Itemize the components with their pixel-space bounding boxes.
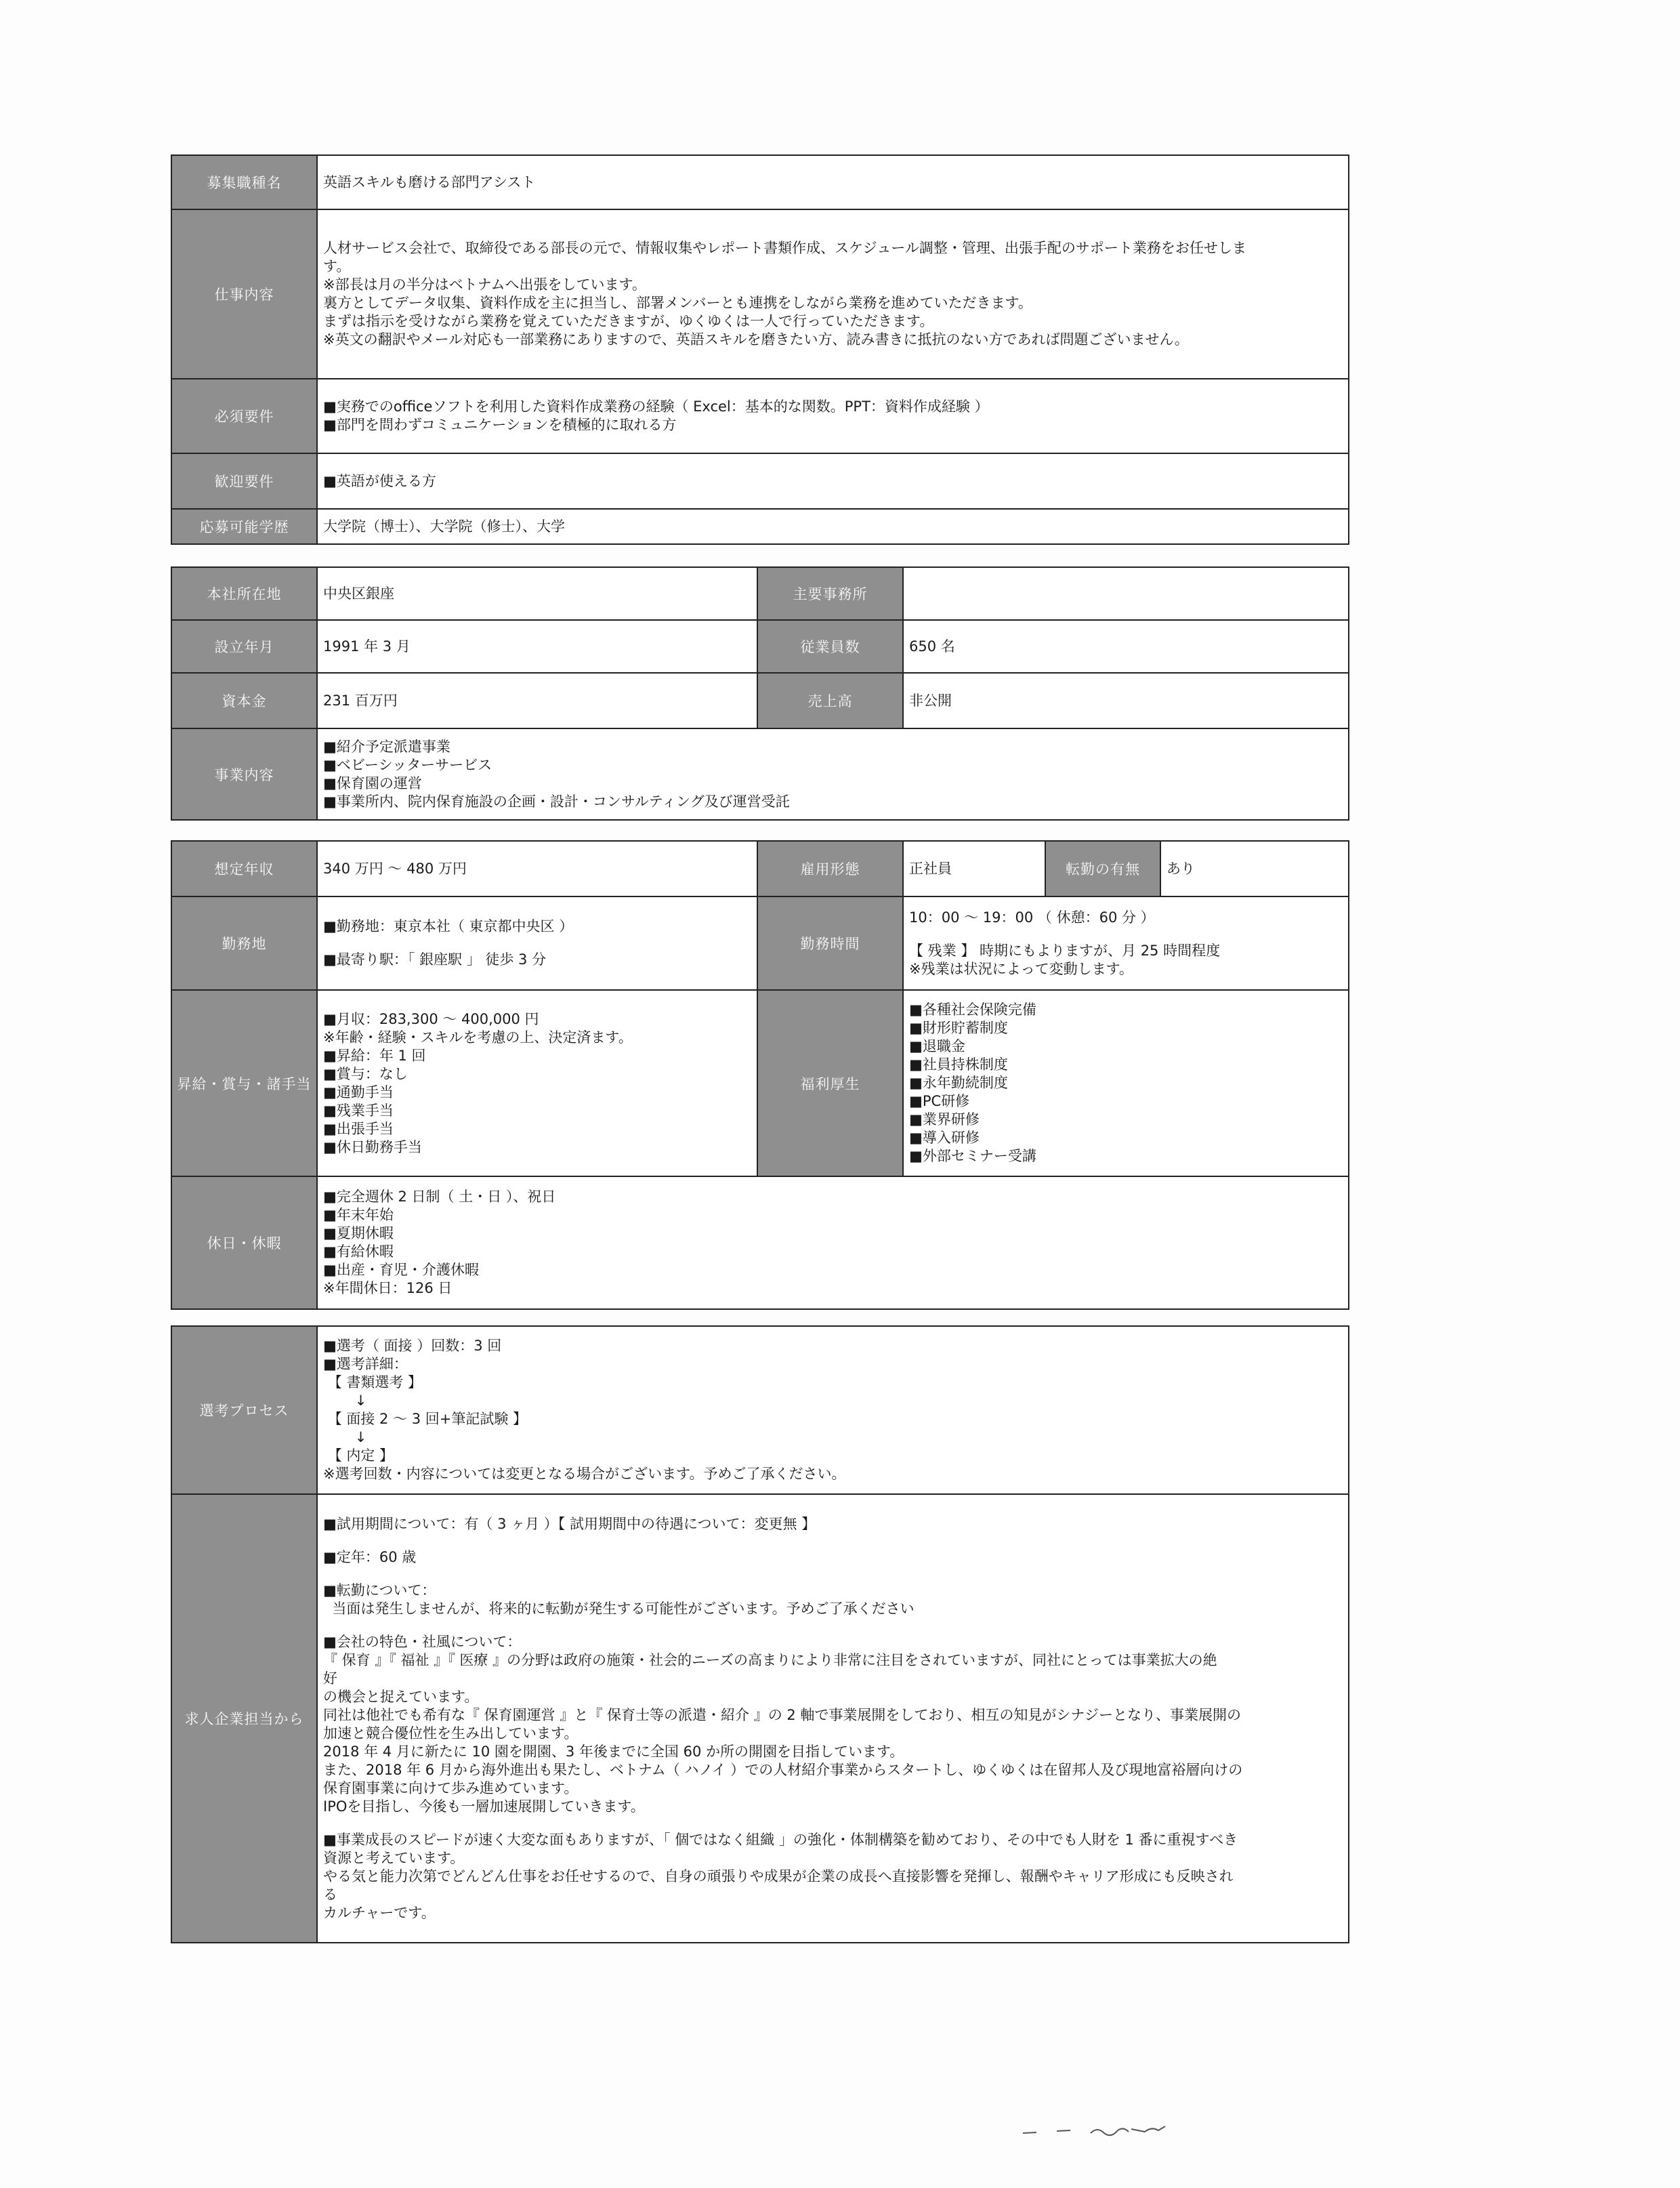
text-line: ■勤務地：東京本社（ 東京都中央区 ） xyxy=(323,918,574,934)
text-line: 当面は発生しませんが、将来的に転勤が発生する可能性がございます。予めご了承ください xyxy=(323,1600,915,1617)
hq-label: 本社所在地 xyxy=(171,567,317,620)
handwritten-mark xyxy=(1016,2121,1185,2141)
text-line: ■部門を問わずコミュニケーションを積極的に取れる方 xyxy=(323,417,677,433)
hq-value: 中央区銀座 xyxy=(317,567,757,620)
text-line: 【 残業 】 時期にもよりますが、月 25 時間程度 xyxy=(909,942,1221,959)
text-line: ■導入研修 xyxy=(909,1130,980,1146)
process-label: 選考プロセス xyxy=(171,1326,317,1494)
text-line: ※部長は月の半分はベトナムへ出張をしています。 xyxy=(323,276,646,293)
text-line: ※年間休日：126 日 xyxy=(323,1280,453,1296)
founded-label: 設立年月 xyxy=(171,620,317,673)
text-line: ※英文の翻訳やメール対応も一部業務にありますので、英語スキルを磨きたい方、読み書きに抵抗のない方であれば問題ございません。 xyxy=(323,331,1189,348)
text-line: ■実務でのofficeソフトを利用した資料作成業務の経験（ Excel：基本的な関数。PPT：資料作成経験 ） xyxy=(323,398,989,415)
sales-label: 売上高 xyxy=(757,673,903,728)
line-gap xyxy=(323,1533,1343,1548)
holidays-label: 休日・休暇 xyxy=(171,1176,317,1309)
transfer-value: あり xyxy=(1160,841,1349,896)
text-line: やる気と能力次第でどんどん仕事をお任せするので、自身の頑張りや成果が企業の成長へ直接影響を発揮し、報酬やキャリア形成にも反映され xyxy=(323,1867,1234,1884)
founded-value: 1991 年 3 月 xyxy=(317,620,757,673)
text-line: ■外部セミナー受講 xyxy=(909,1148,1036,1164)
location-value xyxy=(317,896,757,990)
text-line: ■事業成長のスピードが速く大変な面もありますが、「 個ではなく組織 」の強化・体制構築を勧めており、その中でも人財を 1 番に重視すべき xyxy=(323,1831,1238,1848)
job-description-value xyxy=(317,209,1349,379)
sales-value: 非公開 xyxy=(903,673,1349,728)
text-line: ■残業手当 xyxy=(323,1102,394,1119)
text-line: ■会社の特色・社風について： xyxy=(323,1633,522,1650)
required-label: 必須要件 xyxy=(171,379,317,453)
text-line: また、2018 年 6 月から海外進出も果たし、ベトナム（ ハノイ ）での人材紹介事業からスタートし、ゆくゆくは在留邦人及び現地富裕層向けの xyxy=(323,1761,1243,1778)
text-line: ■転勤について： xyxy=(323,1582,436,1598)
text-line: ■完全週休 2 日制（ 土・日 ）、祝日 xyxy=(323,1189,556,1205)
text-line: の機会と捉えています。 xyxy=(323,1688,479,1705)
text-line: 2018 年 4 月に新たに 10 園を開園、3 年後までに全国 60 か所の開園を目指しています。 xyxy=(323,1743,904,1760)
text-line: ※選考回数・内容については変更となる場合がございます。予めご了承ください。 xyxy=(323,1466,846,1482)
welcome-value: ■英語が使える方 xyxy=(317,453,1349,509)
pay-value xyxy=(317,990,757,1176)
text-line: ■社員持株制度 xyxy=(909,1056,1008,1073)
text-line: ■出張手当 xyxy=(323,1120,394,1137)
text-line: ■保育園の運営 xyxy=(323,775,422,791)
text-line: ■賞与：なし xyxy=(323,1065,408,1082)
education-value: 大学院（博士）、大学院（修士）、大学 xyxy=(317,509,1349,544)
job-title-value: 英語スキルも磨ける部門アシスト xyxy=(317,155,1349,209)
holidays-value xyxy=(317,1176,1349,1309)
office-label: 主要事務所 xyxy=(757,567,903,620)
salary-label: 想定年収 xyxy=(171,841,317,896)
text-line: カルチャーです。 xyxy=(323,1904,436,1921)
line-gap xyxy=(323,936,751,951)
office-value xyxy=(903,567,1349,620)
text-line: 人材サービス会社で、取締役である部長の元で、情報収集やレポート書類作成、スケジュール調整・管理、出張手配のサポート業務をお任せしま xyxy=(323,240,1246,256)
text-line: ■年末年始 xyxy=(323,1207,394,1223)
text-line: ■PC研修 xyxy=(909,1093,970,1109)
text-line: ■昇給：年 1 回 xyxy=(323,1047,426,1064)
text-line: 資源と考えています。 xyxy=(323,1849,465,1866)
text-line: 好 xyxy=(323,1670,337,1687)
text-line: ■ベビーシッターサービス xyxy=(323,756,492,773)
employees-label: 従業員数 xyxy=(757,620,903,673)
capital-label: 資本金 xyxy=(171,673,317,728)
hours-label: 勤務時間 xyxy=(757,896,903,990)
text-line: ■休日勤務手当 xyxy=(323,1138,422,1155)
company-info-table xyxy=(171,566,1349,821)
text-line: ■定年：60 歳 xyxy=(323,1548,417,1565)
education-label: 応募可能学歴 xyxy=(171,509,317,544)
job-description-label: 仕事内容 xyxy=(171,209,317,379)
text-line: ■事業所内、院内保育施設の企画・設計・コンサルティング及び運営受託 xyxy=(323,793,790,810)
text-line: ■紹介予定派遣事業 xyxy=(323,738,450,755)
text-line: 【 内定 】 xyxy=(323,1447,394,1464)
benefits-value xyxy=(903,990,1349,1176)
text-line: 加速と競合優位性を生み出しています。 xyxy=(323,1725,579,1741)
text-line: ■各種社会保険完備 xyxy=(909,1002,1036,1018)
text-line: ■選考（ 面接 ）回数：3 回 xyxy=(323,1338,502,1354)
text-line: ↓ xyxy=(323,1392,367,1409)
business-value xyxy=(317,728,1349,820)
text-line: 同社は他社でも希有な『 保育園運営 』と『 保育士等の派遣・紹介 』の 2 軸で事業展開をしており、相互の知見がシナジーとなり、事業展開の xyxy=(323,1706,1241,1723)
text-line: ■業界研修 xyxy=(909,1111,980,1128)
text-line: 【 面接 2 〜 3 回+筆記試験 】 xyxy=(323,1411,528,1427)
benefits-label: 福利厚生 xyxy=(757,990,903,1176)
terms-table xyxy=(171,840,1349,1310)
text-line: 『 保育 』『 福祉 』『 医療 』の分野は政府の施策・社会的ニーズの高まりにより非常に注目をされていますが、同社にとっては事業拡大の絶 xyxy=(323,1651,1217,1668)
employees-value: 650 名 xyxy=(903,620,1349,673)
text-line: ■夏期休暇 xyxy=(323,1225,394,1241)
text-line: す。 xyxy=(323,258,351,274)
line-gap xyxy=(323,1567,1343,1582)
job-title-label: 募集職種名 xyxy=(171,155,317,209)
capital-value: 231 百万円 xyxy=(317,673,757,728)
text-line: まずは指示を受けながら業務を覚えていただきますが、ゆくゆくは一人で行っていただきます。 xyxy=(323,313,934,329)
text-line: ■退職金 xyxy=(909,1038,965,1054)
hours-value xyxy=(903,896,1349,990)
text-line: ■財形貯蓄制度 xyxy=(909,1020,1008,1036)
text-line: 保育園事業に向けて歩み進めています。 xyxy=(323,1779,579,1796)
salary-value: 340 万円 〜 480 万円 xyxy=(317,841,757,896)
text-line: ■永年勤続制度 xyxy=(909,1075,1008,1091)
welcome-label: 歓迎要件 xyxy=(171,453,317,509)
selection-table xyxy=(171,1325,1349,1943)
employment-label: 雇用形態 xyxy=(757,841,903,896)
text-line: ※年齢・経験・スキルを考慮の上、決定済ます。 xyxy=(323,1029,633,1046)
line-gap xyxy=(909,927,1343,942)
business-label: 事業内容 xyxy=(171,728,317,820)
line-gap xyxy=(323,1618,1343,1633)
process-value xyxy=(317,1326,1349,1494)
text-line: ↓ xyxy=(323,1429,367,1445)
text-line: 【 書類選考 】 xyxy=(323,1374,423,1390)
text-line: ■試用期間について：有（ 3 ヶ月 ）【 試用期間中の待遇について：変更無 】 xyxy=(323,1515,816,1532)
line-gap xyxy=(323,1816,1343,1831)
text-line: 10：00 〜 19：00 （ 休憩：60 分 ） xyxy=(909,909,1155,926)
text-line: ■出産・育児・介護休暇 xyxy=(323,1262,479,1278)
text-line: 裏方としてデータ収集、資料作成を主に担当し、部署メンバーとも連携をしながら業務を進めていただきます。 xyxy=(323,295,1032,311)
text-line: ■有給休暇 xyxy=(323,1243,394,1260)
pay-label: 昇給・賞与・諸手当 xyxy=(171,990,317,1176)
text-line: ■通勤手当 xyxy=(323,1083,394,1100)
transfer-label: 転勤の有無 xyxy=(1045,841,1160,896)
text-line: る xyxy=(323,1886,337,1903)
text-line: ■月収：283,300 〜 400,000 円 xyxy=(323,1010,539,1027)
text-line: ※残業は状況によって変動します。 xyxy=(909,960,1133,977)
text-line: IPOを目指し、今後も一層加速展開していきます。 xyxy=(323,1798,645,1815)
employment-value: 正社員 xyxy=(903,841,1045,896)
recruiter-label: 求人企業担当から xyxy=(171,1494,317,1943)
location-label: 勤務地 xyxy=(171,896,317,990)
required-value xyxy=(317,379,1349,453)
text-line: ■選考詳細： xyxy=(323,1356,408,1372)
job-info-table xyxy=(171,154,1349,545)
text-line: ■最寄り駅：「 銀座駅 」 徒歩 3 分 xyxy=(323,951,547,968)
recruiter-value xyxy=(317,1494,1349,1943)
